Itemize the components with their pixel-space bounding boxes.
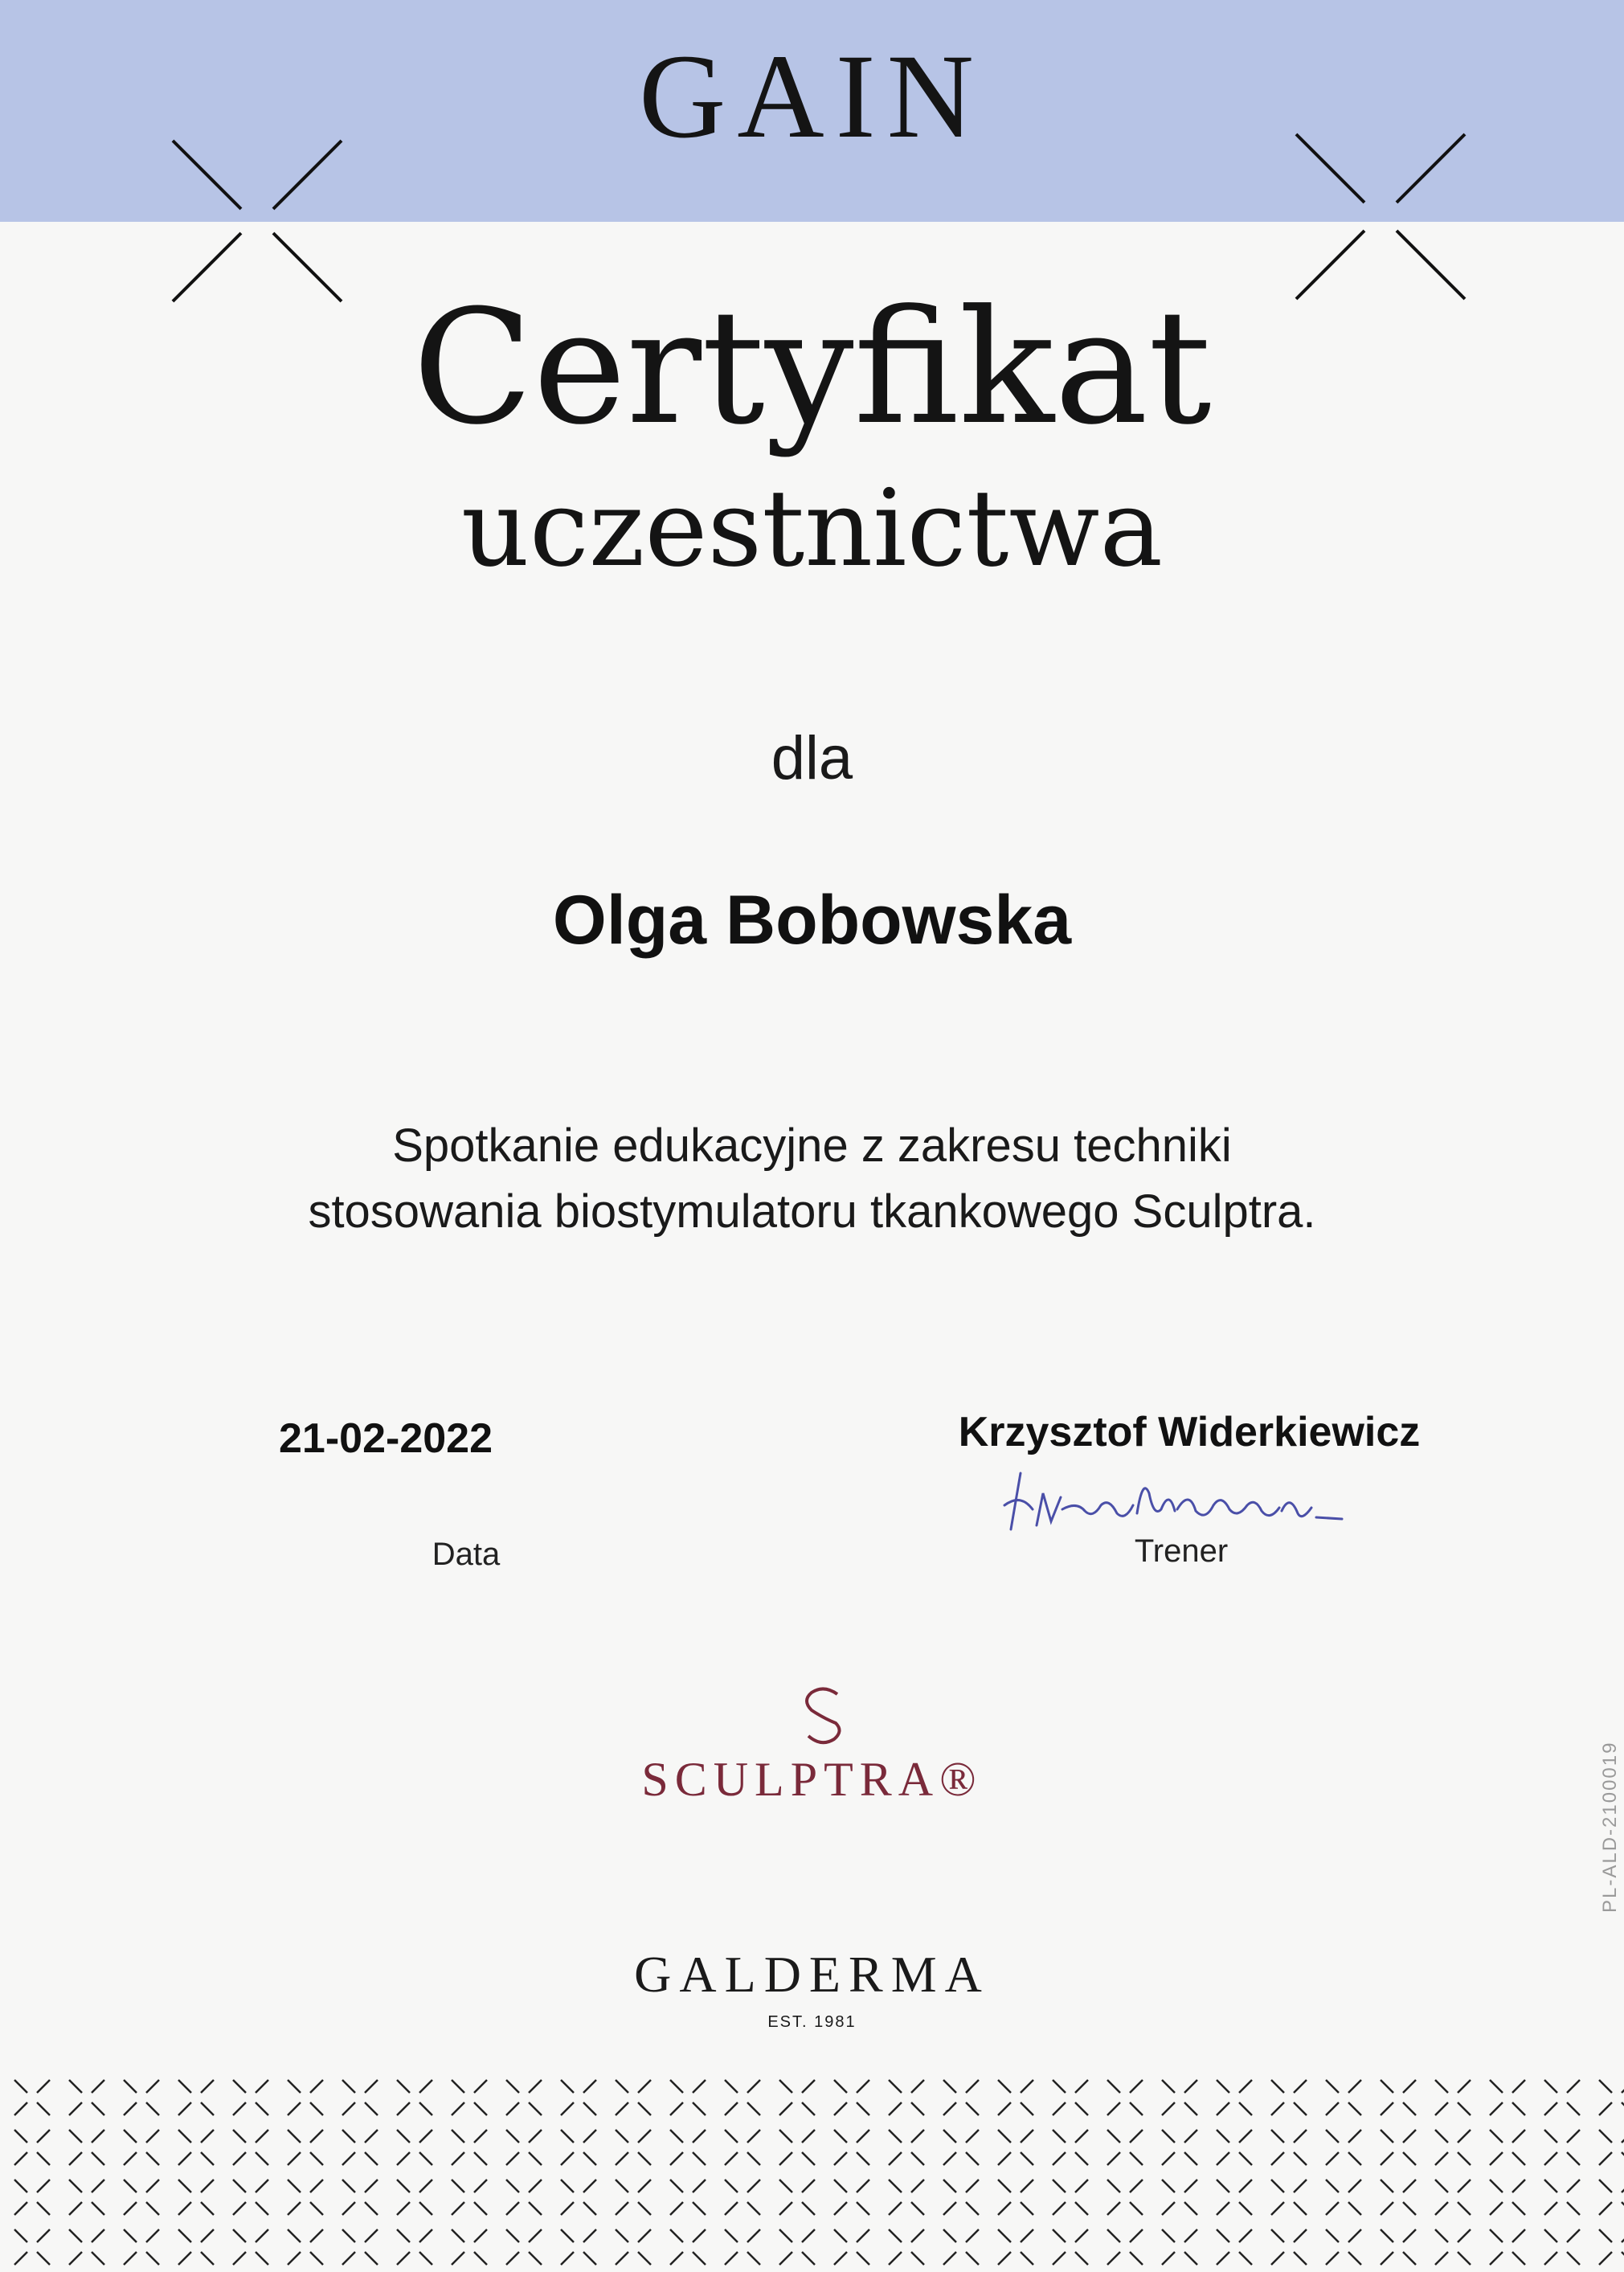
x-pattern-mark xyxy=(1053,2080,1088,2115)
x-pattern-mark xyxy=(943,2229,979,2265)
galderma-logo-text: GALDERMA xyxy=(634,1946,990,2003)
x-pattern-mark xyxy=(616,2229,651,2265)
x-pattern-mark xyxy=(14,2229,50,2265)
x-pattern-mark xyxy=(725,2130,760,2165)
x-pattern-mark xyxy=(452,2130,487,2165)
x-pattern-mark xyxy=(998,2180,1033,2215)
x-pattern-mark xyxy=(561,2229,596,2265)
trainer-label: Trener xyxy=(1134,1533,1229,1569)
x-pattern-mark xyxy=(1544,2130,1580,2165)
recipient-name: Olga Bobowska xyxy=(552,882,1072,959)
x-pattern-mark xyxy=(506,2130,542,2165)
x-pattern-mark xyxy=(397,2229,432,2265)
x-pattern-mark xyxy=(178,2180,214,2215)
x-pattern-mark xyxy=(670,2229,706,2265)
x-pattern-mark xyxy=(1326,2080,1361,2115)
x-pattern-mark xyxy=(452,2080,487,2115)
x-pattern-mark xyxy=(1326,2229,1361,2265)
x-pattern-mark xyxy=(233,2229,268,2265)
x-pattern-mark xyxy=(1217,2180,1252,2215)
x-pattern-mark xyxy=(1271,2229,1307,2265)
x-pattern-mark xyxy=(1599,2229,1624,2265)
x-pattern-mark xyxy=(1107,2130,1143,2165)
x-pattern-mark xyxy=(1435,2180,1471,2215)
course-description xyxy=(0,1113,1624,1245)
x-pattern-mark xyxy=(178,2229,214,2265)
x-pattern-mark xyxy=(1381,2130,1416,2165)
x-pattern-mark xyxy=(1271,2130,1307,2165)
x-pattern-mark xyxy=(1435,2130,1471,2165)
description-line: Spotkanie edukacyjne z zakresu techniki xyxy=(392,1120,1232,1172)
x-pattern-mark xyxy=(1435,2080,1471,2115)
x-pattern-mark xyxy=(998,2080,1033,2115)
x-pattern-mark xyxy=(1271,2080,1307,2115)
x-pattern-mark xyxy=(670,2130,706,2165)
x-pattern-mark xyxy=(998,2229,1033,2265)
x-pattern-mark xyxy=(69,2229,104,2265)
x-pattern-mark xyxy=(124,2180,159,2215)
x-pattern-mark xyxy=(1544,2229,1580,2265)
x-pattern-mark xyxy=(834,2180,869,2215)
x-pattern-mark xyxy=(1490,2080,1525,2115)
signature-icon xyxy=(996,1461,1366,1541)
x-cross-icon xyxy=(1292,130,1469,303)
x-pattern-mark xyxy=(943,2130,979,2165)
x-pattern-mark xyxy=(1162,2080,1197,2115)
x-pattern-mark xyxy=(998,2130,1033,2165)
x-pattern-mark xyxy=(69,2130,104,2165)
x-pattern-mark xyxy=(342,2229,378,2265)
x-pattern-mark xyxy=(288,2080,323,2115)
x-pattern-mark xyxy=(1490,2229,1525,2265)
x-pattern-mark xyxy=(834,2229,869,2265)
x-pattern-mark xyxy=(725,2080,760,2115)
x-pattern-mark xyxy=(616,2080,651,2115)
x-pattern-mark xyxy=(1107,2229,1143,2265)
x-pattern-mark xyxy=(1490,2180,1525,2215)
x-pattern-mark xyxy=(288,2130,323,2165)
x-pattern-mark xyxy=(725,2180,760,2215)
x-pattern-mark xyxy=(779,2229,815,2265)
x-pattern-mark xyxy=(342,2080,378,2115)
trainer-name: Krzysztof Widerkiewicz xyxy=(958,1409,1421,1455)
document-code: PL-ALD-2100019 xyxy=(1599,1741,1621,1913)
x-pattern xyxy=(0,2073,1624,2272)
x-pattern-mark xyxy=(1162,2180,1197,2215)
x-pattern-mark xyxy=(889,2080,924,2115)
x-pattern-mark xyxy=(561,2180,596,2215)
certificate-subtitle: uczestnictwa xyxy=(460,467,1164,591)
x-pattern-mark xyxy=(288,2229,323,2265)
sculptra-logo-text: SCULPTRA® xyxy=(641,1753,983,1806)
x-pattern-mark xyxy=(397,2180,432,2215)
x-pattern-mark xyxy=(779,2130,815,2165)
x-pattern-mark xyxy=(943,2080,979,2115)
x-pattern-mark xyxy=(1053,2180,1088,2215)
x-pattern-mark xyxy=(1381,2180,1416,2215)
x-pattern-mark xyxy=(1107,2080,1143,2115)
x-pattern-mark xyxy=(124,2080,159,2115)
x-pattern-mark xyxy=(288,2180,323,2215)
x-pattern-mark xyxy=(1271,2180,1307,2215)
x-pattern-mark xyxy=(506,2180,542,2215)
x-pattern-mark xyxy=(1435,2229,1471,2265)
x-pattern-mark xyxy=(69,2180,104,2215)
x-pattern-mark xyxy=(14,2130,50,2165)
certificate-title: Certyfikat xyxy=(412,276,1212,460)
x-pattern-mark xyxy=(616,2130,651,2165)
x-pattern-mark xyxy=(14,2080,50,2115)
x-pattern-mark xyxy=(1217,2130,1252,2165)
x-pattern-mark xyxy=(342,2180,378,2215)
x-pattern-mark xyxy=(178,2080,214,2115)
x-cross-icon xyxy=(169,137,346,305)
x-pattern-mark xyxy=(1381,2229,1416,2265)
x-pattern-mark xyxy=(889,2180,924,2215)
x-pattern-mark xyxy=(1107,2180,1143,2215)
x-pattern-mark xyxy=(1217,2229,1252,2265)
x-pattern-mark xyxy=(889,2130,924,2165)
x-pattern-mark xyxy=(1053,2229,1088,2265)
x-pattern-mark xyxy=(834,2130,869,2165)
brand-title: GAIN xyxy=(639,30,985,163)
x-pattern-mark xyxy=(889,2229,924,2265)
date-label: Data xyxy=(432,1537,501,1572)
date-value: 21-02-2022 xyxy=(279,1415,493,1462)
x-pattern-mark xyxy=(233,2080,268,2115)
for-label: dla xyxy=(771,724,853,792)
x-pattern-mark xyxy=(1490,2130,1525,2165)
x-pattern-mark xyxy=(506,2080,542,2115)
x-pattern-mark xyxy=(834,2080,869,2115)
x-pattern-mark xyxy=(124,2130,159,2165)
x-pattern-mark xyxy=(779,2180,815,2215)
x-pattern-mark xyxy=(452,2180,487,2215)
description-line: stosowania biostymulatoru tkankowego Sculptra. xyxy=(308,1185,1316,1238)
x-pattern-mark xyxy=(1326,2130,1361,2165)
x-pattern-mark xyxy=(14,2180,50,2215)
x-pattern-mark xyxy=(1053,2130,1088,2165)
x-pattern-mark xyxy=(1381,2080,1416,2115)
galderma-est: EST. 1981 xyxy=(767,2013,857,2031)
x-pattern-mark xyxy=(670,2180,706,2215)
x-pattern-mark xyxy=(561,2080,596,2115)
x-pattern-mark xyxy=(943,2180,979,2215)
x-pattern-mark xyxy=(69,2080,104,2115)
x-pattern-mark xyxy=(1599,2080,1624,2115)
x-pattern-mark xyxy=(616,2180,651,2215)
x-pattern-mark xyxy=(561,2130,596,2165)
x-pattern-mark xyxy=(452,2229,487,2265)
x-pattern-mark xyxy=(1599,2180,1624,2215)
x-pattern-mark xyxy=(725,2229,760,2265)
x-pattern-mark xyxy=(1544,2080,1580,2115)
x-pattern-mark xyxy=(779,2080,815,2115)
x-pattern-mark xyxy=(1162,2130,1197,2165)
x-pattern-mark xyxy=(233,2180,268,2215)
x-pattern-mark xyxy=(506,2229,542,2265)
x-pattern-mark xyxy=(1326,2180,1361,2215)
x-pattern-mark xyxy=(397,2130,432,2165)
sculptra-s-icon xyxy=(796,1683,852,1747)
x-pattern-mark xyxy=(178,2130,214,2165)
x-pattern-mark xyxy=(124,2229,159,2265)
x-pattern-mark xyxy=(1599,2130,1624,2165)
x-pattern-mark xyxy=(342,2130,378,2165)
x-pattern-mark xyxy=(1544,2180,1580,2215)
x-pattern-mark xyxy=(1162,2229,1197,2265)
x-pattern-mark xyxy=(233,2130,268,2165)
x-pattern-mark xyxy=(397,2080,432,2115)
x-pattern-mark xyxy=(1217,2080,1252,2115)
x-pattern-mark xyxy=(670,2080,706,2115)
